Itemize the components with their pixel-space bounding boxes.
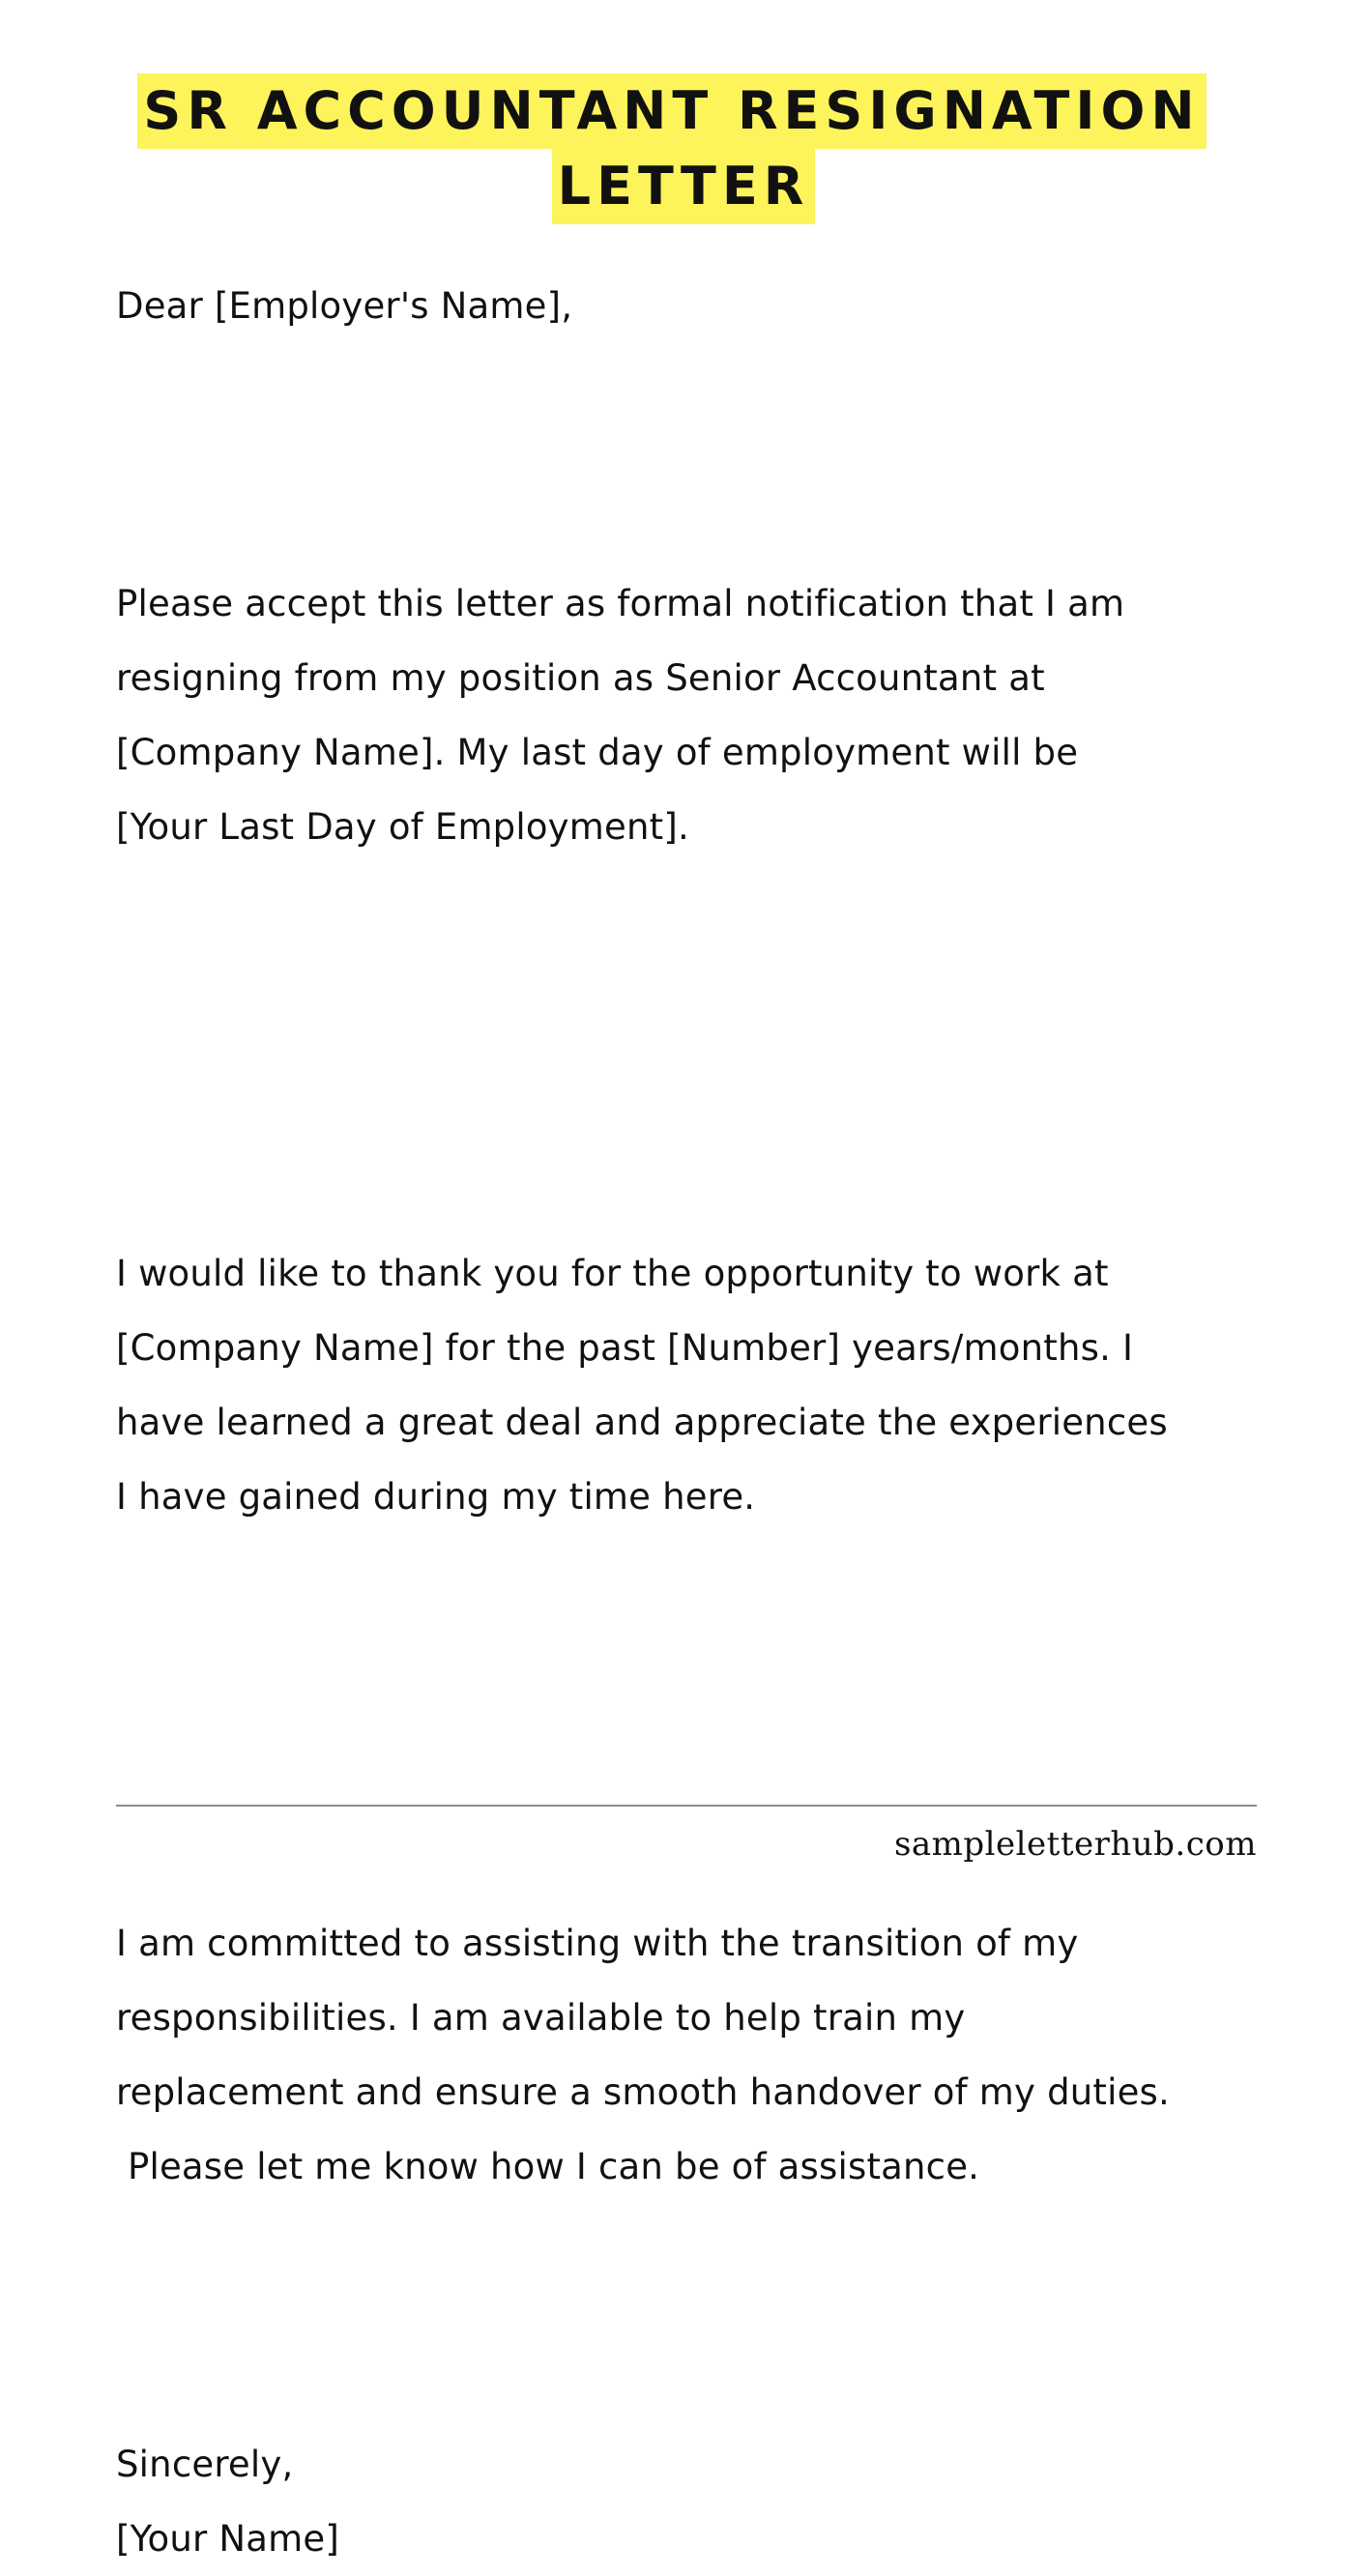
paragraph-line: [Company Name]. My last day of employment will be bbox=[116, 732, 1079, 773]
paragraph-line: I would like to thank you for the opportunity to work at bbox=[116, 1253, 1109, 1294]
title-line-1: SR ACCOUNTANT RESIGNATION bbox=[137, 73, 1206, 149]
salutation: Dear [Employer's Name], bbox=[116, 285, 573, 327]
footer-divider bbox=[116, 1805, 1257, 1807]
paragraph-2 bbox=[116, 1087, 1324, 1683]
letter-title bbox=[0, 73, 1367, 224]
paragraph-line: Please accept this letter as formal notification that I am bbox=[116, 583, 1125, 624]
closing bbox=[116, 2427, 1324, 2576]
paragraph-line: responsibilities. I am available to help train my bbox=[116, 1997, 966, 2039]
paragraph-line: I have gained during my time here. bbox=[116, 1476, 756, 1518]
paragraph-line: [Company Name] for the past [Number] years/months. I bbox=[116, 1327, 1134, 1369]
paragraph-line: resigning from my position as Senior Accountant at bbox=[116, 657, 1045, 699]
paragraph-1 bbox=[116, 418, 1324, 1013]
title-line-2: LETTER bbox=[552, 149, 816, 224]
paragraph-line: [Your Last Day of Employment]. bbox=[116, 806, 689, 848]
footer-site-name: sampleletterhub.com bbox=[893, 1825, 1257, 1864]
paragraph-line: replacement and ensure a smooth handover of my duties. bbox=[116, 2071, 1170, 2113]
paragraph-line: Please let me know how I can be of assistance. bbox=[116, 2146, 980, 2187]
closing-text: Sincerely, bbox=[116, 2444, 294, 2485]
paragraph-line: I am committed to assisting with the transition of my bbox=[116, 1923, 1079, 1964]
signature-name: [Your Name] bbox=[116, 2518, 339, 2560]
letter-body bbox=[116, 269, 1324, 2576]
paragraph-line: have learned a great deal and appreciate the experiences bbox=[116, 1402, 1168, 1443]
